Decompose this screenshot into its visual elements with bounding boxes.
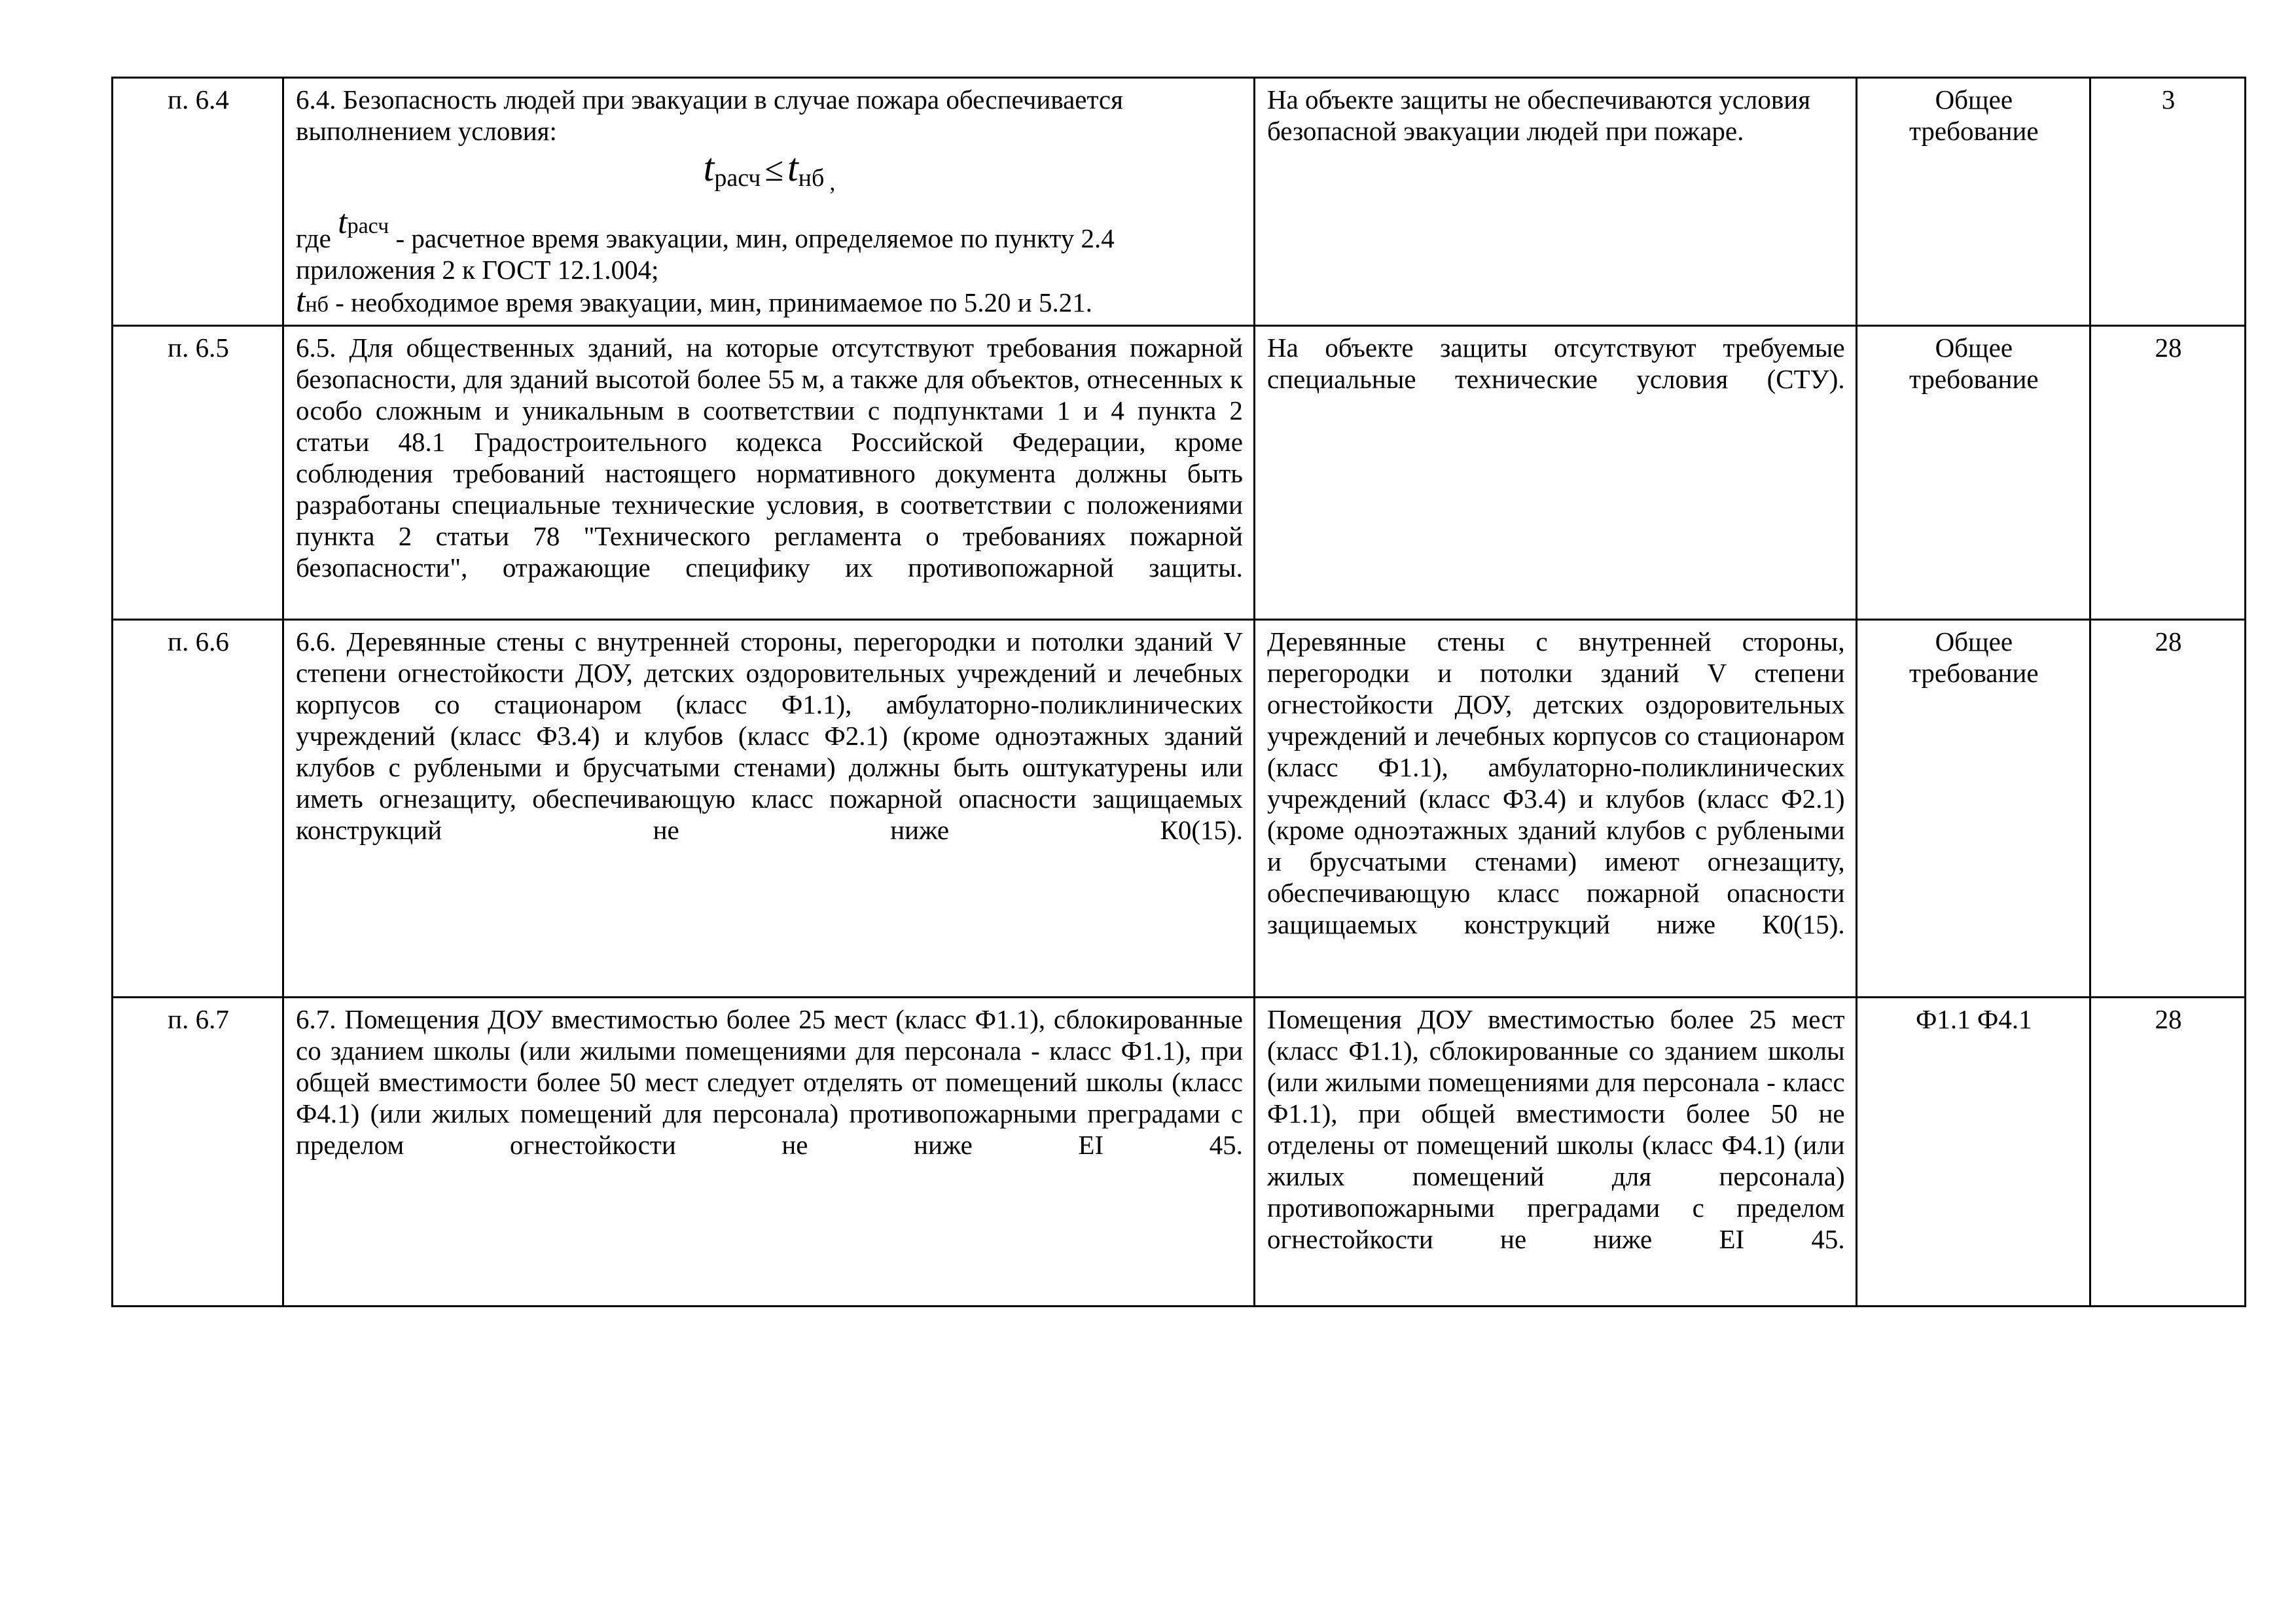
class-cell: Общее требование: [1856, 78, 2090, 326]
number-cell: 3: [2090, 78, 2246, 326]
clause-ref: п. 6.4: [113, 78, 283, 326]
violation-cell: На объекте защиты не обеспечиваются условия безопасной эвакуации людей при пожаре.: [1254, 78, 1856, 326]
formula-trailing: ,: [829, 169, 836, 195]
definition-t-rasch: [296, 204, 1243, 285]
class-cell: Ф1.1 Ф4.1: [1856, 998, 2090, 1307]
class-cell: Общее требование: [1856, 326, 2090, 620]
formula-operator: ≤: [764, 151, 783, 189]
definition-symbol: t: [338, 204, 348, 241]
definition-prefix: где: [296, 223, 331, 253]
definition-text: - расчетное время эвакуации, мин, определяемое по пункту 2.4 приложения 2 к ГОСТ 12.1.004;: [296, 223, 1115, 285]
violation-cell: Деревянные стены с внутренней стороны, перегородки и потолки зданий V степени огнестойкости ДОУ, детских оздоровительных учреждений и лечебных корпусов со стационаром (класс Ф1.1), амбулаторно-поликлинических учреждений (класс Ф3.4) и клубов (класс Ф2.1) (кроме одноэтажных зданий клубов с рублеными и брусчатыми стенами) имеют огнезащиту, обеспечивающую класс пожарной опасности защищаемых конструкций ниже К0(15).: [1254, 620, 1856, 998]
evacuation-formula: [296, 146, 1243, 198]
number-cell: 28: [2090, 620, 2246, 998]
requirement-intro: 6.4. Безопасность людей при эвакуации в случае пожара обеспечивается выполнением условия:: [296, 84, 1123, 146]
formula-lhs-symbol: t: [703, 146, 715, 189]
violation-cell: Помещения ДОУ вместимостью более 25 мест (класс Ф1.1), сблокированные со зданием школы (или жилыми помещениями для персонала - класс Ф1.1), при общей вместимости более 50 не отделены от помещений школы (класс Ф4.1) (или жилых помещений для персонала) противопожарными преградами с пределом огнестойкости не ниже EI 45.: [1254, 998, 1856, 1307]
table-row: [113, 78, 2246, 326]
definition-text: - необходимое время эвакуации, мин, принимаемое по 5.20 и 5.21.: [328, 287, 1093, 317]
table-row: [113, 620, 2246, 998]
table-row: [113, 326, 2246, 620]
requirement-cell: 6.5. Для общественных зданий, на которые отсутствуют требования пожарной безопасности, для зданий высотой более 55 м, а также для объектов, отнесенных к особо сложным и уникальным в соответствии с подпунктами 1 и 4 пункта 2 статьи 48.1 Градостроительного кодекса Российской Федерации, кроме соблюдения требований настоящего нормативного документа должны быть разработаны специальные технические условия, в соответствии с положениями пункта 2 статьи 78 "Технического регламента о требованиях пожарной безопасности", отражающие специфику их противопожарной защиты.: [283, 326, 1255, 620]
clause-ref: п. 6.6: [113, 620, 283, 998]
definition-t-nb: [296, 282, 1243, 321]
formula-lhs-sub: расч: [714, 164, 761, 192]
table-row: [113, 998, 2246, 1307]
violation-cell: На объекте защиты отсутствуют требуемые специальные технические условия (СТУ).: [1254, 326, 1856, 620]
clause-ref: п. 6.7: [113, 998, 283, 1307]
requirements-table: [111, 77, 2246, 1307]
class-cell: Общее требование: [1856, 620, 2090, 998]
definition-symbol: t: [296, 282, 306, 319]
clause-ref: п. 6.5: [113, 326, 283, 620]
number-cell: 28: [2090, 998, 2246, 1307]
definition-symbol-sub: расч: [347, 214, 389, 238]
formula-rhs-sub: нб: [798, 164, 825, 192]
requirement-cell: 6.7. Помещения ДОУ вместимостью более 25 мест (класс Ф1.1), сблокированные со зданием школы (или жилыми помещениями для персонала - класс Ф1.1), при общей вместимости более 50 мест следует отделять от помещений школы (класс Ф4.1) (или жилых помещений для персонала) противопожарными преградами с пределом огнестойкости не ниже EI 45.: [283, 998, 1255, 1307]
definition-symbol-sub: нб: [305, 293, 329, 317]
requirement-cell: 6.6. Деревянные стены с внутренней стороны, перегородки и потолки зданий V степени огнестойкости ДОУ, детских оздоровительных учреждений и лечебных корпусов со стационаром (класс Ф1.1), амбулаторно-поликлинических учреждений (класс Ф3.4) и клубов (класс Ф2.1) (кроме одноэтажных зданий клубов с рублеными и брусчатыми стенами) должны быть оштукатурены или иметь огнезащиту, обеспечивающую класс пожарной опасности защищаемых конструкций не ниже К0(15).: [283, 620, 1255, 998]
number-cell: 28: [2090, 326, 2246, 620]
formula-rhs-symbol: t: [787, 146, 798, 189]
requirement-cell: [283, 78, 1255, 326]
